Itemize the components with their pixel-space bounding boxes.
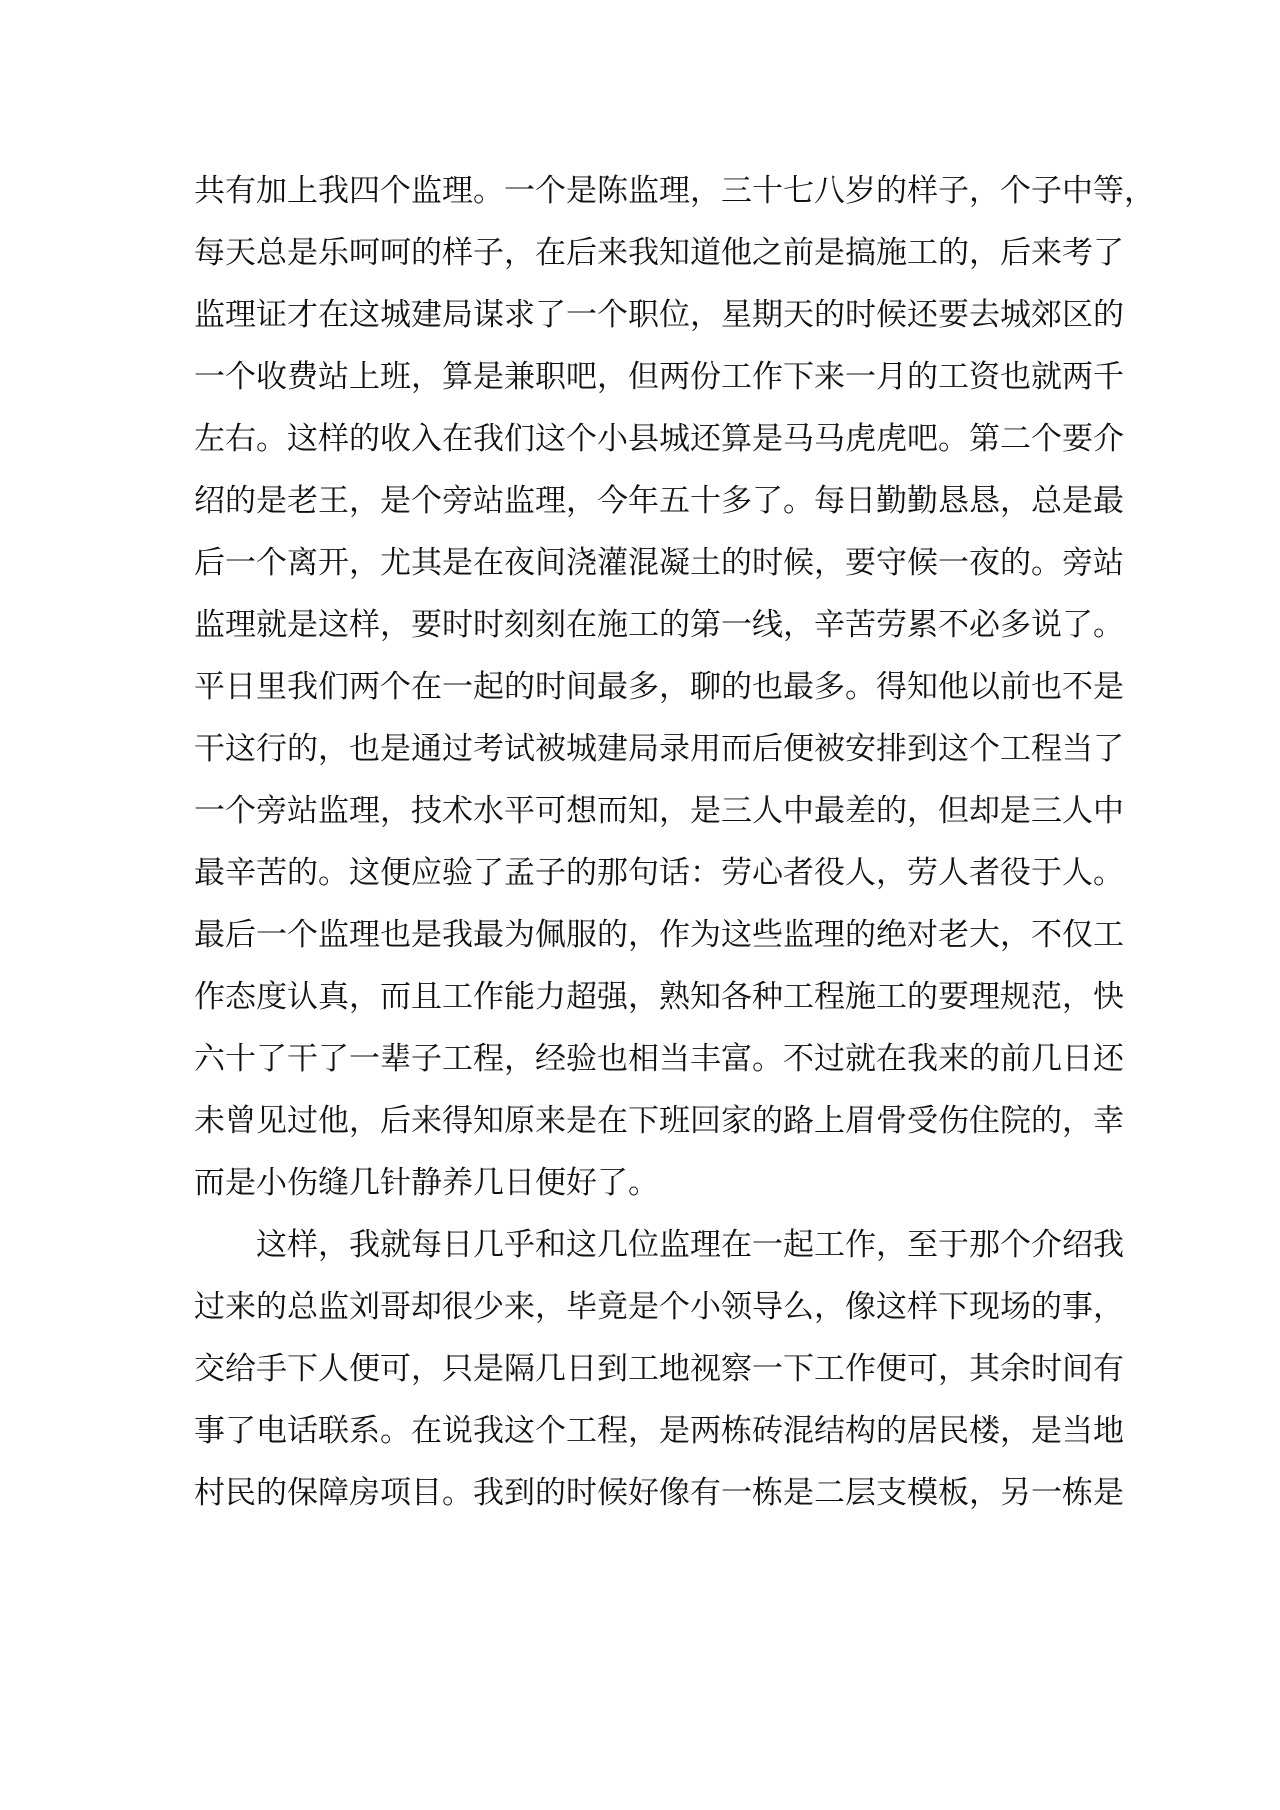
- paragraph-1: [194, 160, 1155, 1214]
- text-line: 村民的保障房项目。我到的时候好像有一栋是二层支模板，另一栋是: [194, 1475, 1124, 1511]
- text-line: 监理就是这样，要时时刻刻在施工的第一线，辛苦劳累不必多说了。: [194, 607, 1124, 643]
- text-line: 事了电话联系。在说我这个工程，是两栋砖混结构的居民楼，是当地: [194, 1413, 1124, 1449]
- text-line: 最辛苦的。这便应验了孟子的那句话：劳心者役人，劳人者役于人。: [194, 855, 1124, 891]
- text-line: 六十了干了一辈子工程，经验也相当丰富。不过就在我来的前几日还: [194, 1041, 1124, 1077]
- text-line: 一个旁站监理，技术水平可想而知，是三人中最差的，但却是三人中: [194, 793, 1124, 829]
- text-line: 共有加上我四个监理。一个是陈监理，三十七八岁的样子，个子中等，: [194, 173, 1155, 209]
- text-line: 后一个离开，尤其是在夜间浇灌混凝土的时候，要守候一夜的。旁站: [194, 545, 1124, 581]
- text-line: 干这行的，也是通过考试被城建局录用而后便被安排到这个工程当了: [194, 731, 1124, 767]
- text-line: 这样，我就每日几乎和这几位监理在一起工作，至于那个介绍我: [256, 1227, 1124, 1263]
- text-line: 而是小伤缝几针静养几日便好了。: [194, 1165, 659, 1201]
- text-line: 过来的总监刘哥却很少来，毕竟是个小领导么，像这样下现场的事，: [194, 1289, 1124, 1325]
- text-line: 未曾见过他，后来得知原来是在下班回家的路上眉骨受伤住院的，幸: [194, 1103, 1124, 1139]
- text-line: 左右。这样的收入在我们这个小县城还算是马马虎虎吧。第二个要介: [194, 421, 1124, 457]
- body-text: [194, 160, 1155, 1524]
- text-line: 监理证才在这城建局谋求了一个职位，星期天的时候还要去城郊区的: [194, 297, 1124, 333]
- text-line: 绍的是老王，是个旁站监理，今年五十多了。每日勤勤恳恳，总是最: [194, 483, 1124, 519]
- text-line: 平日里我们两个在一起的时间最多，聊的也最多。得知他以前也不是: [194, 669, 1124, 705]
- text-line: 交给手下人便可，只是隔几日到工地视察一下工作便可，其余时间有: [194, 1351, 1124, 1387]
- text-line: 最后一个监理也是我最为佩服的，作为这些监理的绝对老大，不仅工: [194, 917, 1124, 953]
- text-line: 每天总是乐呵呵的样子，在后来我知道他之前是搞施工的，后来考了: [194, 235, 1124, 271]
- paragraph-2: [194, 1214, 1124, 1524]
- text-line: 作态度认真，而且工作能力超强，熟知各种工程施工的要理规范，快: [194, 979, 1124, 1015]
- text-line: 一个收费站上班，算是兼职吧，但两份工作下来一月的工资也就两千: [194, 359, 1124, 395]
